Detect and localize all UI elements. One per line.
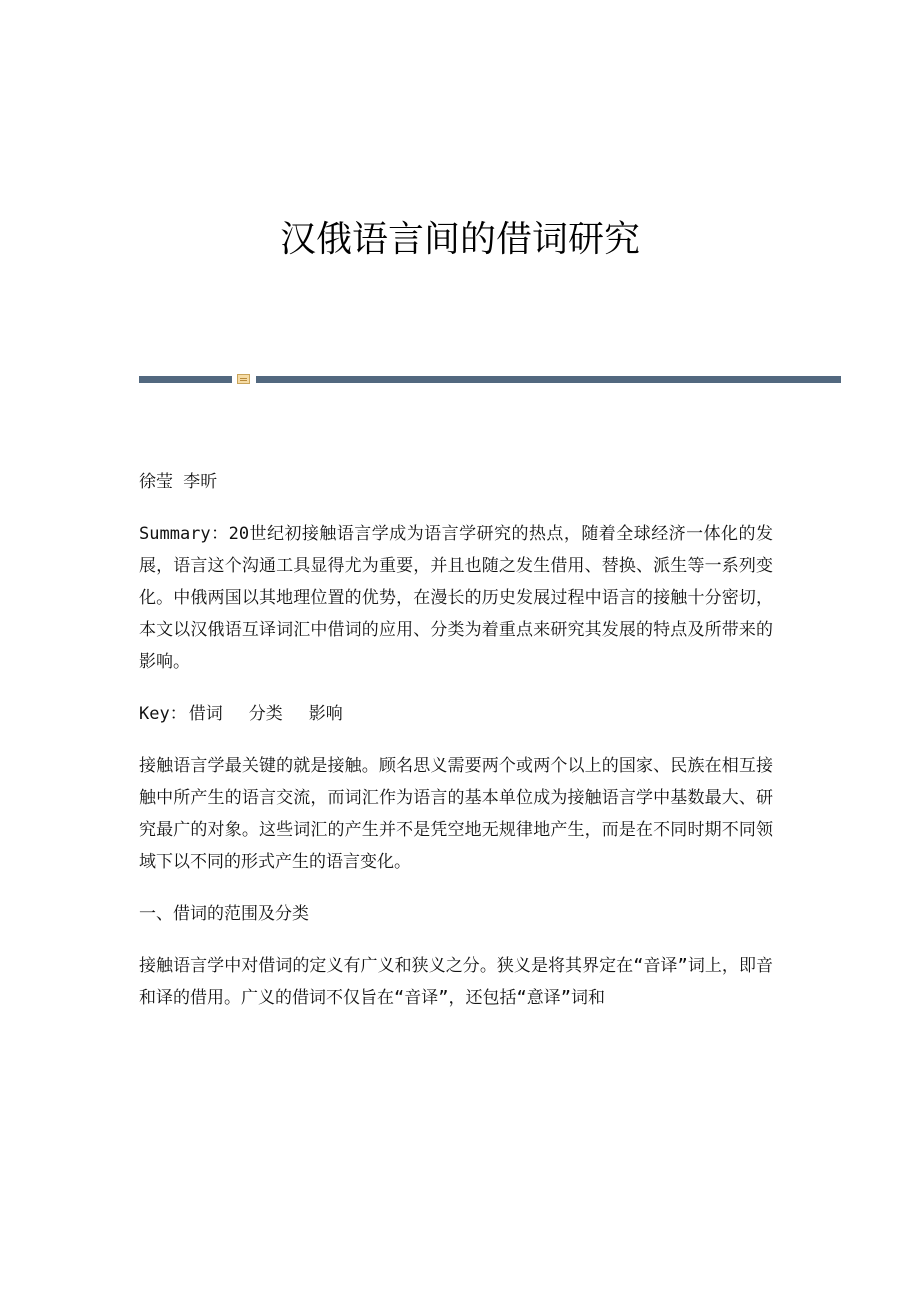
summary-paragraph [139, 518, 773, 678]
section-heading: 一、借词的范围及分类 [139, 904, 309, 924]
keyword: 影响 [308, 704, 343, 724]
authors: 徐莹 李昕 [139, 472, 218, 492]
body-paragraph-1: 接触语言学最关键的就是接触。顾名思义需要两个或两个以上的国家、民族在相互接触中所产生的语言交流，而词汇作为语言的基本单位成为接触语言学中基数最大、研究最广的对象。这些词汇的产生并不是凭空地无规律地产生，而是在不同时期不同领域下以不同的形式产生的语言变化。 [139, 756, 773, 872]
title-divider [139, 374, 841, 384]
document-body [139, 466, 773, 1034]
body-paragraph-2: 接触语言学中对借词的定义有广义和狭义之分。狭义是将其界定在“音译”词上，即音和译的借用。广义的借词不仅旨在“音译”，还包括“意译”词和 [139, 956, 773, 1008]
summary-label: Summary： [139, 524, 229, 544]
keyword: 借词 [188, 704, 223, 724]
keyword: 分类 [248, 704, 283, 724]
divider-bar-left [139, 376, 232, 383]
keywords-label: Key： [139, 704, 187, 724]
document-title: 汉俄语言间的借词研究 [279, 219, 640, 260]
divider-ornament-icon [237, 374, 250, 384]
divider-bar-right [256, 376, 841, 383]
keywords-line [139, 698, 773, 730]
summary-text: 20世纪初接触语言学成为语言学研究的热点，随着全球经济一体化的发展，语言这个沟通工具显得尤为重要，并且也随之发生借用、替换、派生等一系列变化。中俄两国以其地理位置的优势，在漫长的历史发展过程中语言的接触十分密切，本文以汉俄语互译词汇中借词的应用、分类为着重点来研究其发展的特点及所带来的影响。 [139, 524, 773, 672]
